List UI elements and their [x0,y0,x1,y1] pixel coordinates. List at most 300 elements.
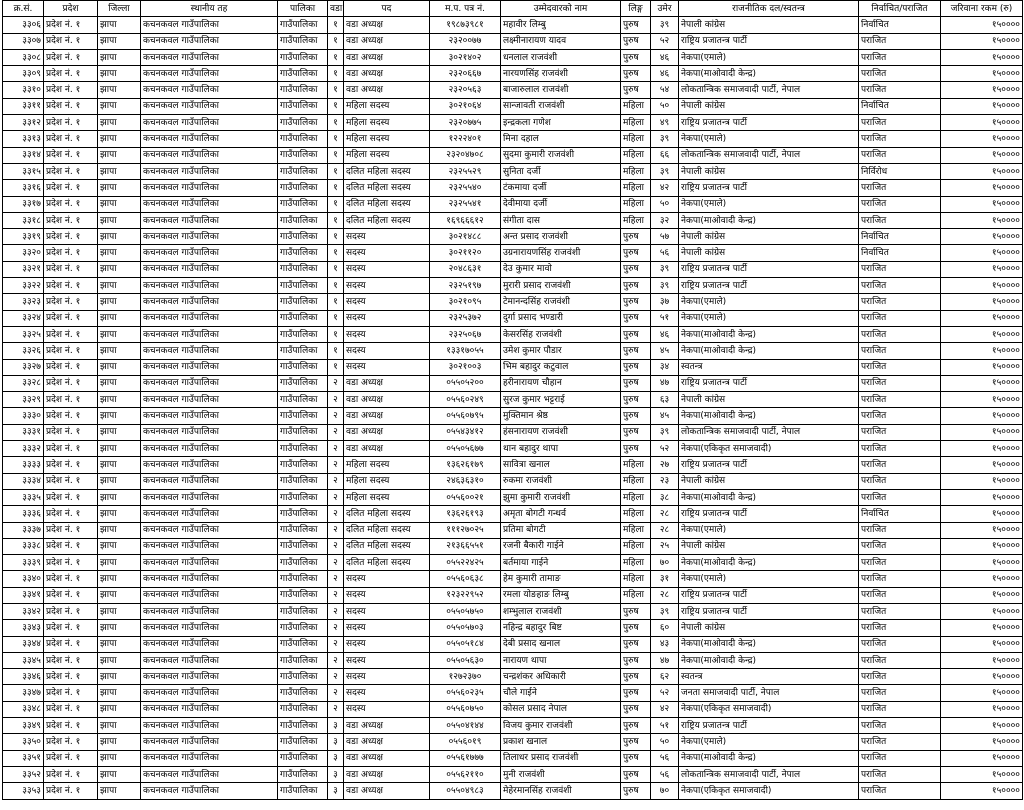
fine-amount-cell: १५०००० [941,473,1023,489]
candidate-name-cell: हरीनारायण चौहान [501,375,621,391]
party-cell: नेपाली कांग्रेस [679,538,859,554]
age-cell: ३९ [651,424,679,440]
nomination-number-cell: ०५५०४९८३ [430,783,501,799]
party-cell: नेकपा(एमाले) [679,310,859,326]
municipality-type-cell: गाउँपालिका [278,473,328,489]
fine-amount-cell: १५०००० [941,261,1023,277]
municipality-type-cell: गाउँपालिका [278,424,328,440]
result-cell: पराजित [859,49,941,65]
nomination-number-cell: ०५५०५६७७ [430,441,501,457]
table-row [3,33,1023,49]
result-cell: निर्वाचित [859,98,941,114]
party-cell: नेकपा(एमाले) [679,522,859,538]
candidate-name-cell: महावीर लिम्बु [501,17,621,33]
position-cell: सदस्य [344,669,430,685]
local-level-cell: कचनकवल गाउँपालिका [141,261,278,277]
province-cell: प्रदेश नं. १ [44,245,98,261]
party-cell: नेकपा(माओवादी केन्द्र) [679,652,859,668]
province-cell: प्रदेश नं. १ [44,555,98,571]
district-cell: झापा [98,326,141,342]
age-cell: ६२ [651,669,679,685]
gender-cell: पुरुष [621,408,651,424]
province-cell: प्रदेश नं. १ [44,49,98,65]
candidate-name-cell: चन्द्रशंकर अधिकारी [501,669,621,685]
municipality-type-cell: गाउँपालिका [278,66,328,82]
position-cell: वडा अध्यक्ष [344,783,430,799]
ward-cell: २ [328,587,344,603]
candidate-name-cell: नारायण थापा [501,652,621,668]
local-level-header: स्थानीय तह [141,1,278,17]
age-cell: ४९ [651,115,679,131]
result-header: निर्वाचित/पराजित [859,1,941,17]
province-cell: प्रदेश नं. १ [44,685,98,701]
district-cell: झापा [98,163,141,179]
district-cell: झापा [98,718,141,734]
position-cell: वडा अध्यक्ष [344,33,430,49]
gender-cell: महिला [621,131,651,147]
local-level-cell: कचनकवल गाउँपालिका [141,783,278,799]
local-level-cell: कचनकवल गाउँपालिका [141,652,278,668]
ward-cell: ३ [328,783,344,799]
fine-amount-cell: १५०००० [941,343,1023,359]
table-row [3,261,1023,277]
nomination-number-cell: २३२५०६७ [430,326,501,342]
candidate-name-cell: मुक्तिमान श्रेष्ठ [501,408,621,424]
candidate-name-cell: चौले गाईने [501,685,621,701]
province-cell: प्रदेश नं. १ [44,115,98,131]
position-cell: महिला सदस्य [344,98,430,114]
local-level-cell: कचनकवल गाउँपालिका [141,392,278,408]
serial-number-cell: ३३२० [3,245,44,261]
serial-number-cell: ३३२८ [3,375,44,391]
ward-cell: ३ [328,766,344,782]
candidate-name-cell: तिलाधर प्रसाद राजवंशी [501,750,621,766]
province-cell: प्रदेश नं. १ [44,375,98,391]
fine-amount-cell: १५०००० [941,229,1023,245]
ward-cell: १ [328,49,344,65]
result-cell: पराजित [859,734,941,750]
candidate-name-cell: नहिन्द्र बहादुर बिष्ट [501,620,621,636]
serial-number-cell: ३३४१ [3,587,44,603]
age-cell: ४२ [651,180,679,196]
party-cell: लोकतान्त्रिक समाजवादी पार्टी, नेपाल [679,147,859,163]
result-cell: पराजित [859,196,941,212]
age-cell: ४६ [651,326,679,342]
party-cell: राष्ट्रिय प्रजातन्त्र पार्टी [679,375,859,391]
local-level-cell: कचनकवल गाउँपालिका [141,147,278,163]
age-cell: ३४ [651,359,679,375]
municipality-type-cell: गाउँपालिका [278,49,328,65]
candidate-name-cell: प्रतिमा बोगटी [501,522,621,538]
province-cell: प्रदेश नं. १ [44,359,98,375]
local-level-cell: कचनकवल गाउँपालिका [141,718,278,734]
local-level-cell: कचनकवल गाउँपालिका [141,669,278,685]
serial-number-cell: ३३०७ [3,33,44,49]
province-cell: प्रदेश नं. १ [44,701,98,717]
municipality-type-cell: गाउँपालिका [278,147,328,163]
age-cell: ५२ [651,685,679,701]
nomination-number-cell: २३२५५४१ [430,196,501,212]
age-cell: २८ [651,506,679,522]
district-header: जिल्ला [98,1,141,17]
serial-number-cell: ३३१२ [3,115,44,131]
district-cell: झापा [98,375,141,391]
nomination-number-cell: ०५५६०६३८ [430,571,501,587]
result-cell: पराजित [859,538,941,554]
province-cell: प्रदेश नं. १ [44,326,98,342]
district-cell: झापा [98,522,141,538]
table-row [3,555,1023,571]
fine-amount-cell: १५०००० [941,718,1023,734]
position-cell: सदस्य [344,652,430,668]
result-cell: पराजित [859,261,941,277]
serial-number-cell: ३३४९ [3,718,44,734]
district-cell: झापा [98,245,141,261]
table-row [3,750,1023,766]
ward-cell: १ [328,163,344,179]
serial-number-cell: ३३४८ [3,701,44,717]
age-cell: २८ [651,587,679,603]
serial-number-cell: ३३५२ [3,766,44,782]
position-cell: वडा अध्यक्ष [344,82,430,98]
serial-number-cell: ३३२७ [3,359,44,375]
result-cell: पराजित [859,603,941,619]
province-cell: प्रदेश नं. १ [44,147,98,163]
gender-cell: पुरुष [621,261,651,277]
province-cell: प्रदेश नं. १ [44,718,98,734]
ward-cell: २ [328,620,344,636]
gender-cell: पुरुष [621,310,651,326]
party-cell: नेपाली कांग्रेस [679,98,859,114]
age-cell: ४३ [651,636,679,652]
table-row [3,489,1023,505]
party-cell: लोकतान्त्रिक समाजवादी पार्टी, नेपाल [679,82,859,98]
candidate-name-cell: विजय कुमार राजवंशी [501,718,621,734]
party-cell: नेकपा(माओवादी केन्द्र) [679,489,859,505]
serial-number-cell: ३३२४ [3,310,44,326]
candidate-name-cell: हंसनारायण राजवंशी [501,424,621,440]
ward-cell: २ [328,489,344,505]
result-cell: निर्वाचित [859,229,941,245]
local-level-cell: कचनकवल गाउँपालिका [141,163,278,179]
position-cell: वडा अध्यक्ष [344,424,430,440]
municipality-type-cell: गाउँपालिका [278,375,328,391]
municipality-type-cell: गाउँपालिका [278,522,328,538]
local-level-cell: कचनकवल गाउँपालिका [141,685,278,701]
party-cell: राष्ट्रिय प्रजातन्त्र पार्टी [679,33,859,49]
party-cell: राष्ट्रिय प्रजातन्त्र पार्टी [679,506,859,522]
party-cell: स्वतन्त्र [679,669,859,685]
nomination-number-cell: ०५५६०२४९ [430,392,501,408]
municipality-type-cell: गाउँपालिका [278,163,328,179]
serial-number-cell: ३३१९ [3,229,44,245]
fine-amount-cell: १५०००० [941,571,1023,587]
position-cell: वडा अध्यक्ष [344,375,430,391]
district-cell: झापा [98,343,141,359]
nomination-number-cell: १११२७०२५ [430,522,501,538]
table-row [3,587,1023,603]
result-cell: पराजित [859,685,941,701]
table-row [3,82,1023,98]
district-cell: झापा [98,587,141,603]
municipality-type-cell: गाउँपालिका [278,652,328,668]
result-cell: पराजित [859,294,941,310]
table-row [3,522,1023,538]
municipality-type-cell: गाउँपालिका [278,261,328,277]
candidate-name-cell: शम्भुलाल राजवंशी [501,603,621,619]
municipality-type-cell: गाउँपालिका [278,131,328,147]
candidate-name-cell: बाजारुलाल राजवंशी [501,82,621,98]
nomination-number-cell: १३६२६१७९ [430,457,501,473]
table-row [3,701,1023,717]
province-cell: प्रदेश नं. १ [44,538,98,554]
province-cell: प्रदेश नं. १ [44,66,98,82]
ward-cell: २ [328,669,344,685]
municipality-type-cell: गाउँपालिका [278,603,328,619]
gender-cell: पुरुष [621,17,651,33]
fine-amount-cell: १५०००० [941,669,1023,685]
gender-header: लिङ्ग [621,1,651,17]
position-cell: वडा अध्यक्ष [344,766,430,782]
position-cell: सदस्य [344,294,430,310]
result-cell: पराजित [859,375,941,391]
serial-number-cell: ३३०६ [3,17,44,33]
fine-amount-cell: १५०००० [941,783,1023,799]
province-cell: प्रदेश नं. १ [44,17,98,33]
table-row [3,457,1023,473]
table-row [3,115,1023,131]
province-cell: प्रदेश नं. १ [44,212,98,228]
local-level-cell: कचनकवल गाउँपालिका [141,49,278,65]
ward-cell: १ [328,359,344,375]
table-header-row [3,1,1023,17]
candidate-name-cell: थान बहादुर थापा [501,441,621,457]
party-cell: नेकपा(एमाले) [679,734,859,750]
ward-cell: १ [328,294,344,310]
position-cell: वडा अध्यक्ष [344,49,430,65]
table-row [3,538,1023,554]
serial-number-cell: ३३२५ [3,326,44,342]
gender-cell: महिला [621,212,651,228]
candidate-name-cell: मेहेरमानसिंह राजवंशी [501,783,621,799]
result-cell: पराजित [859,131,941,147]
province-cell: प्रदेश नं. १ [44,734,98,750]
nomination-number-header: म.प. पत्र नं. [430,1,501,17]
gender-cell: महिला [621,522,651,538]
local-level-cell: कचनकवल गाउँपालिका [141,245,278,261]
candidate-name-cell: देउ कुमार मावो [501,261,621,277]
candidate-name-cell: टंकमाया दर्जी [501,180,621,196]
party-cell: लोकतान्त्रिक समाजवादी पार्टी, नेपाल [679,766,859,782]
age-cell: ४६ [651,49,679,65]
district-cell: झापा [98,131,141,147]
gender-cell: पुरुष [621,66,651,82]
gender-cell: पुरुष [621,33,651,49]
result-cell: पराजित [859,620,941,636]
result-cell: पराजित [859,115,941,131]
gender-cell: महिला [621,163,651,179]
result-cell: पराजित [859,587,941,603]
position-cell: महिला सदस्य [344,131,430,147]
ward-cell: १ [328,17,344,33]
nomination-number-cell: २३२००७७ [430,33,501,49]
local-level-cell: कचनकवल गाउँपालिका [141,66,278,82]
serial-number-cell: ३३३३ [3,457,44,473]
ward-cell: २ [328,506,344,522]
age-cell: ५२ [651,33,679,49]
position-cell: दलित महिला सदस्य [344,522,430,538]
ward-cell: २ [328,424,344,440]
fine-amount-cell: १५०००० [941,326,1023,342]
local-level-cell: कचनकवल गाउँपालिका [141,131,278,147]
serial-number-cell: ३३५३ [3,783,44,799]
position-cell: सदस्य [344,343,430,359]
local-level-cell: कचनकवल गाउँपालिका [141,310,278,326]
position-cell: महिला सदस्य [344,473,430,489]
result-cell: पराजित [859,82,941,98]
table-row [3,685,1023,701]
result-cell: पराजित [859,343,941,359]
province-cell: प्रदेश नं. १ [44,196,98,212]
gender-cell: पुरुष [621,82,651,98]
serial-number-cell: ३३२९ [3,392,44,408]
party-cell: राष्ट्रिय प्रजातन्त्र पार्टी [679,180,859,196]
result-cell: निर्वाचित [859,506,941,522]
party-cell: स्वतन्त्र [679,359,859,375]
position-cell: सदस्य [344,310,430,326]
table-body [3,17,1023,799]
age-cell: २८ [651,522,679,538]
municipality-type-cell: गाउँपालिका [278,278,328,294]
age-cell: ६० [651,620,679,636]
candidate-name-cell: दुर्गा प्रसाद भण्डारी [501,310,621,326]
result-cell: पराजित [859,636,941,652]
party-cell: नेकपा(एकिकृत समाजवादी) [679,701,859,717]
ward-cell: १ [328,212,344,228]
municipality-type-cell: गाउँपालिका [278,196,328,212]
gender-cell: पुरुष [621,718,651,734]
serial-number-cell: ३३३६ [3,506,44,522]
fine-amount-cell: १५०००० [941,375,1023,391]
local-level-cell: कचनकवल गाउँपालिका [141,587,278,603]
candidate-name-cell: रजनी बैकारी गाईने [501,538,621,554]
fine-amount-cell: १५०००० [941,408,1023,424]
result-cell: पराजित [859,33,941,49]
district-cell: झापा [98,506,141,522]
candidate-name-cell: सुदमा कुमारी राजवंशी [501,147,621,163]
candidate-name-cell: सुरज कुमार भट्टराई [501,392,621,408]
municipality-type-cell: गाउँपालिका [278,457,328,473]
result-cell: निर्वाचित [859,245,941,261]
candidate-name-cell: टेमानन्दसिंह राजवंशी [501,294,621,310]
age-cell: ५७ [651,229,679,245]
position-cell: वडा अध्यक्ष [344,17,430,33]
gender-cell: पुरुष [621,359,651,375]
nomination-number-cell: १६९६६६१२ [430,212,501,228]
nomination-number-cell: ३०२१०९५ [430,294,501,310]
serial-number-cell: ३३४७ [3,685,44,701]
municipality-type-cell: गाउँपालिका [278,343,328,359]
local-level-cell: कचनकवल गाउँपालिका [141,441,278,457]
nomination-number-cell: २३२०६६७ [430,66,501,82]
gender-cell: महिला [621,473,651,489]
nomination-number-cell: २१३६६५५१ [430,538,501,554]
local-level-cell: कचनकवल गाउँपालिका [141,489,278,505]
ward-cell: १ [328,98,344,114]
candidate-name-cell: मिना दहाल [501,131,621,147]
serial-number-cell: ३३१४ [3,147,44,163]
nomination-number-cell: ०५५६०१९ [430,734,501,750]
nomination-number-cell: ०५५६१७७७ [430,750,501,766]
position-cell: सदस्य [344,359,430,375]
table-row [3,147,1023,163]
gender-cell: पुरुष [621,685,651,701]
age-cell: २३ [651,473,679,489]
party-cell: नेपाली कांग्रेस [679,17,859,33]
nomination-number-cell: ०५५०४१४४ [430,718,501,734]
fine-amount-cell: १५०००० [941,701,1023,717]
nomination-number-cell: १२७२३७० [430,669,501,685]
local-level-cell: कचनकवल गाउँपालिका [141,571,278,587]
position-header: पद [344,1,430,17]
gender-cell: पुरुष [621,750,651,766]
province-cell: प्रदेश नं. १ [44,33,98,49]
district-cell: झापा [98,750,141,766]
party-header: राजनीतिक दल/स्वतन्त्र [679,1,859,17]
candidate-name-cell: भिम बहादुर कटुवाल [501,359,621,375]
position-cell: सदस्य [344,245,430,261]
gender-cell: पुरुष [621,620,651,636]
serial-number-cell: ३३३१ [3,424,44,440]
province-cell: प्रदेश नं. १ [44,766,98,782]
nomination-number-cell: २३२०४७०८ [430,147,501,163]
position-cell: महिला सदस्य [344,489,430,505]
serial-number-cell: ३३१३ [3,131,44,147]
nomination-number-cell: २३२०७७५ [430,115,501,131]
table-row [3,424,1023,440]
ward-cell: १ [328,33,344,49]
nomination-number-cell: १३६२६१९३ [430,506,501,522]
province-cell: प्रदेश नं. १ [44,571,98,587]
nomination-number-cell: ०५५६०७५० [430,701,501,717]
age-cell: ५४ [651,82,679,98]
fine-amount-cell: १५०००० [941,180,1023,196]
ward-cell: १ [328,229,344,245]
province-cell: प्रदेश नं. १ [44,620,98,636]
table-row [3,408,1023,424]
position-cell: वडा अध्यक्ष [344,750,430,766]
gender-cell: महिला [621,489,651,505]
province-cell: प्रदेश नं. १ [44,310,98,326]
local-level-cell: कचनकवल गाउँपालिका [141,620,278,636]
result-cell: पराजित [859,766,941,782]
serial-number-cell: ३३३० [3,408,44,424]
result-cell: पराजित [859,669,941,685]
position-cell: महिला सदस्य [344,457,430,473]
fine-amount-cell: १५०००० [941,603,1023,619]
gender-cell: पुरुष [621,669,651,685]
candidate-name-cell: रमला योङहाङ लिम्बु [501,587,621,603]
result-cell: पराजित [859,701,941,717]
age-cell: ४५ [651,408,679,424]
party-cell: राष्ट्रिय प्रजातन्त्र पार्टी [679,261,859,277]
fine-amount-cell: १५०००० [941,49,1023,65]
ward-cell: १ [328,131,344,147]
party-cell: लोकतान्त्रिक समाजवादी पार्टी, नेपाल [679,424,859,440]
fine-amount-cell: १५०००० [941,652,1023,668]
municipality-type-cell: गाउँपालिका [278,587,328,603]
ward-cell: ३ [328,750,344,766]
